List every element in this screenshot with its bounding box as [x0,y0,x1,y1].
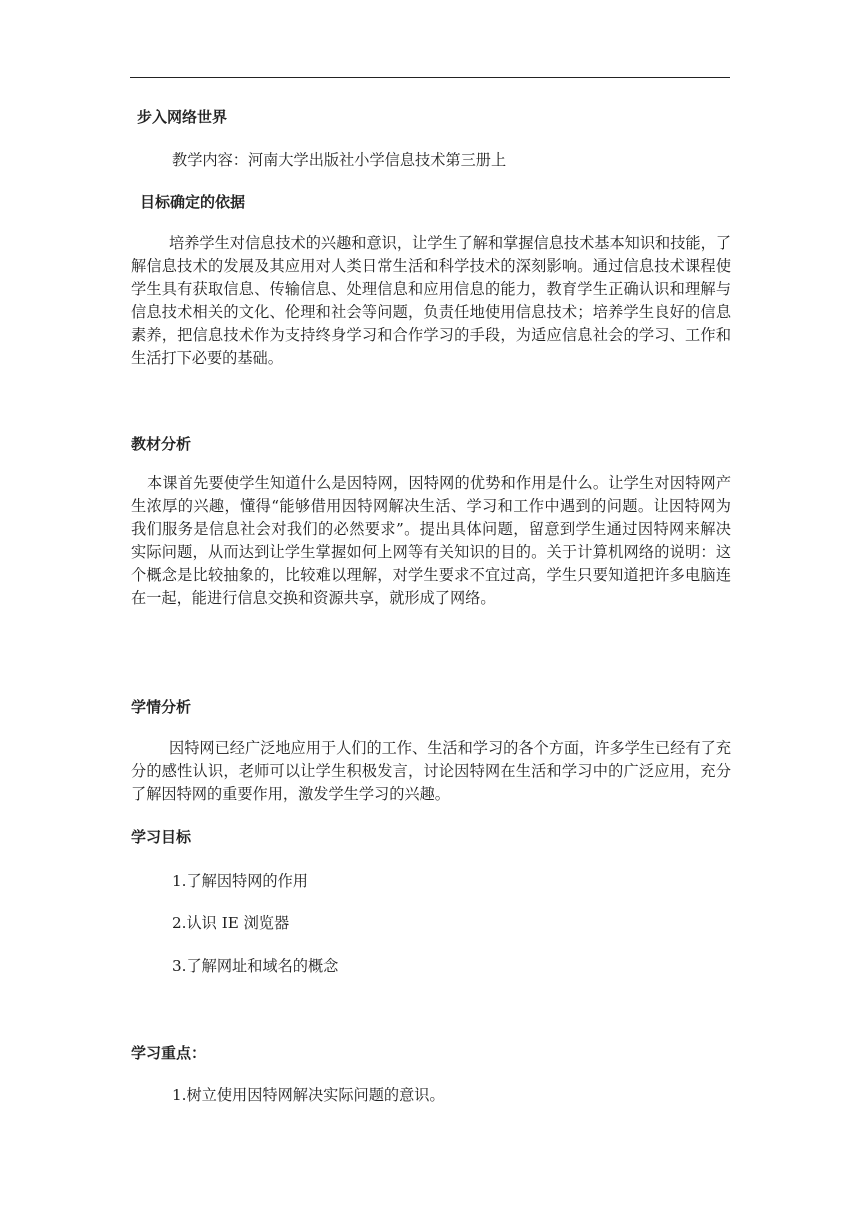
document-title: 步入网络世界 [137,108,228,126]
textbook-paragraph: 本课首先要使学生知道什么是因特网，因特网的优势和作用是什么。让学生对因特网产生浓厚的兴趣，懂得“能够借用因特网解决生活、学习和工作中遇到的问题。让因特网为我们服务是信息社会对我们的必然要求”。提出具体问题，留意到学生通过因特网来解决实际问题，从而达到让学生掌握如何上网等有关知识的目的。关于计算机网络的说明：这个概念是比较抽象的，比较难以理解，对学生要求不宜过高，学生只要知道把许多电脑连在一起，能进行信息交换和资源共享，就形成了网络。 [131,474,731,607]
objective-item: 1.了解因特网的作用 [172,872,308,890]
key-point-item: 1.树立使用因特网解决实际问题的意识。 [172,1086,445,1104]
teaching-content: 教学内容：河南大学出版社小学信息技术第三册上 [172,151,507,169]
header-rule [130,77,730,78]
textbook-heading: 教材分析 [131,435,192,453]
key-points-heading: 学习重点： [131,1044,207,1062]
basis-heading: 目标确定的依据 [140,193,246,211]
basis-paragraph: 培养学生对信息技术的兴趣和意识，让学生了解和掌握信息技术基本知识和技能，了解信息技术的发展及其应用对人类日常生活和科学技术的深刻影响。通过信息技术课程使学生具有获取信息、传输信息、处理信息和应用信息的能力，教育学生正确认识和理解与信息技术相关的文化、伦理和社会等问题，负责任地使用信息技术；培养学生良好的信息素养，把信息技术作为支持终身学习和合作学习的手段，为适应信息社会的学习、工作和生活打下必要的基础。 [131,234,731,367]
students-paragraph: 因特网已经广泛地应用于人们的工作、生活和学习的各个方面，许多学生已经有了充分的感性认识，老师可以让学生积极发言，讨论因特网在生活和学习中的广泛应用，充分了解因特网的重要作用，激发学生学习的兴趣。 [131,739,731,803]
students-heading: 学情分析 [131,698,192,716]
objectives-heading: 学习目标 [131,828,192,846]
objective-item: 3.了解网址和域名的概念 [172,957,339,975]
objective-item: 2.认识 IE 浏览器 [172,914,290,932]
